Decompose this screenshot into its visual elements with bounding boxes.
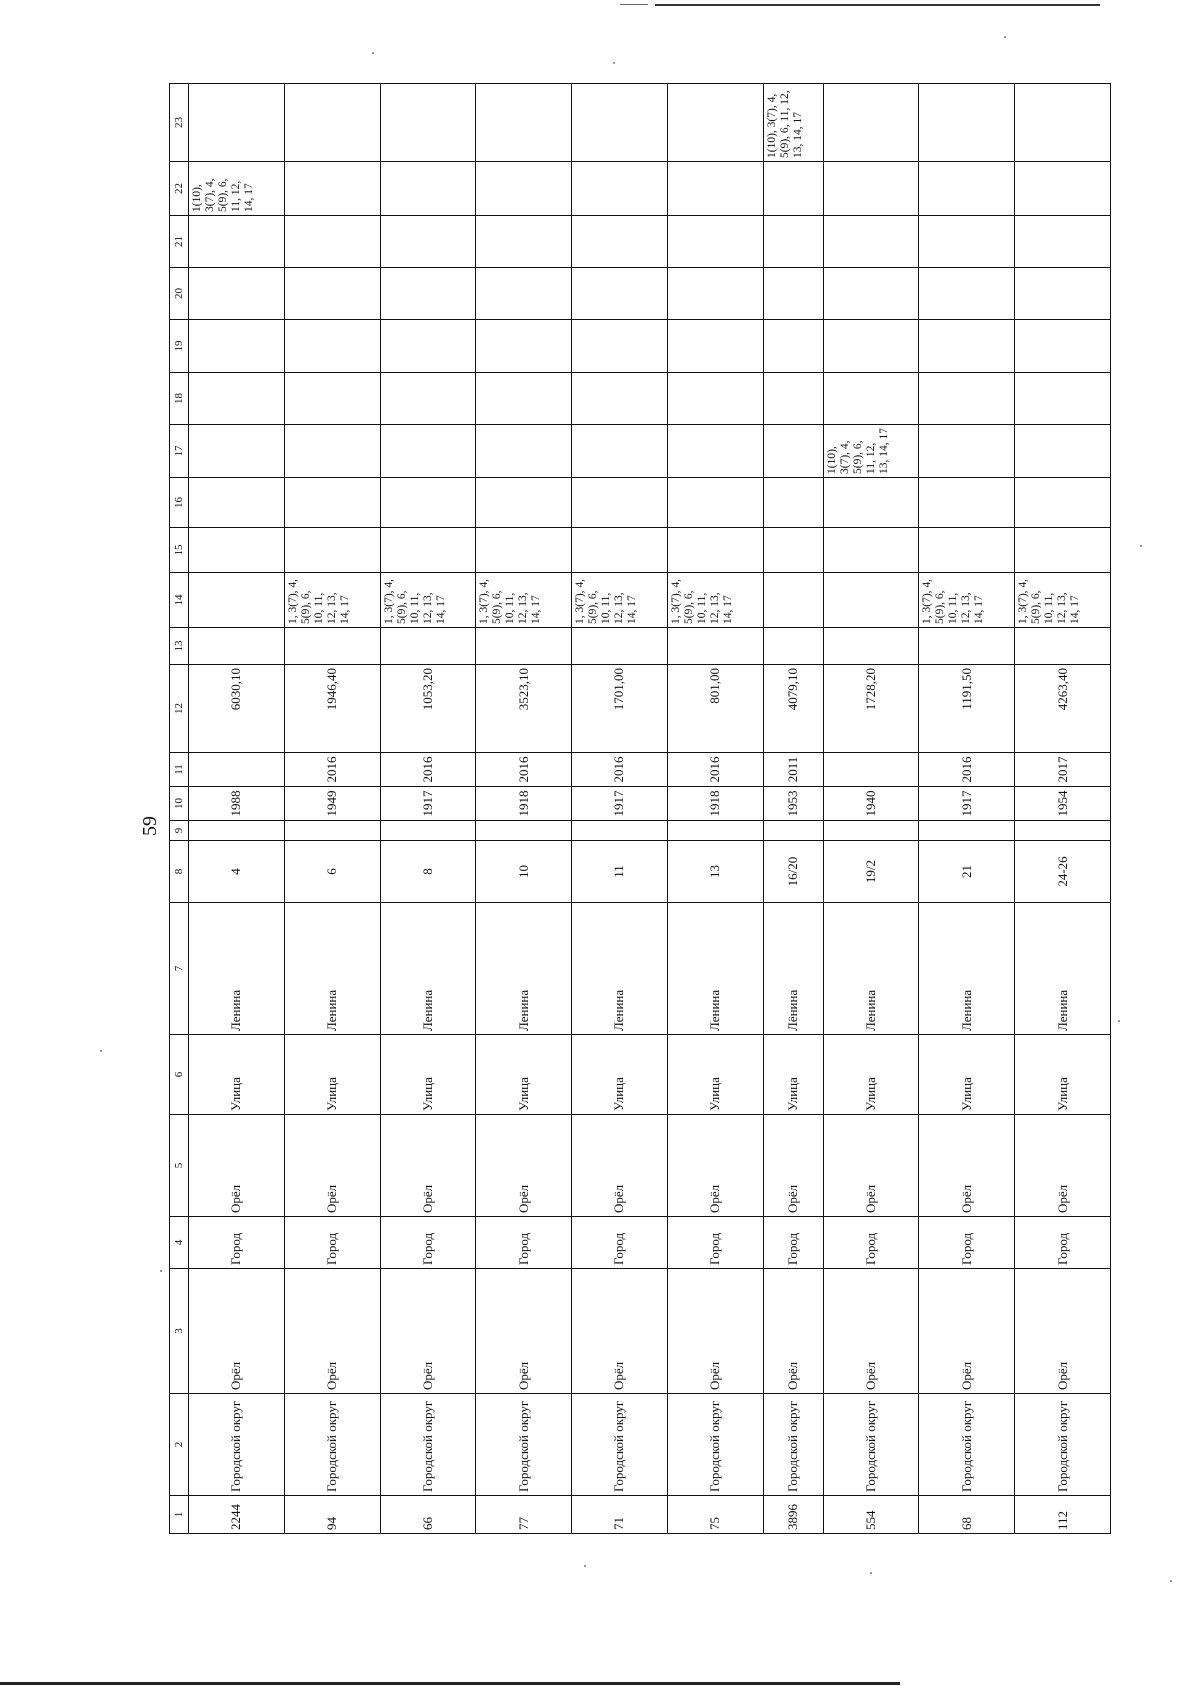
table-cell-col-23	[1015, 84, 1111, 162]
table-cell-col-6: Улица	[763, 1035, 823, 1115]
scan-speck	[1140, 545, 1142, 547]
table-cell-col-12: 3523,10	[476, 665, 572, 753]
table-cell-col-18	[284, 373, 380, 425]
column-number-12: 12	[170, 665, 189, 753]
table-cell-col-20	[476, 268, 572, 320]
table-cell-col-3: Орёл	[572, 1269, 668, 1394]
table-cell-col-11: 2017	[1015, 753, 1111, 787]
table-cell-col-16	[380, 478, 476, 528]
table-cell-col-10: 1918	[667, 787, 763, 821]
table-cell-col-1: 94	[284, 1496, 380, 1534]
column-number-7: 7	[170, 903, 189, 1035]
column-number-14: 14	[170, 573, 189, 628]
table-cell-col-23	[572, 84, 668, 162]
table-row	[476, 84, 572, 1534]
table-cell-col-12: 4079,10	[763, 665, 823, 753]
table-cell-col-5: Орёл	[667, 1115, 763, 1217]
table-cell-col-20	[380, 268, 476, 320]
table-cell-col-3: Орёл	[380, 1269, 476, 1394]
table-cell-col-15	[380, 528, 476, 573]
table-cell-col-8: 8	[380, 841, 476, 903]
table-cell-col-8: 10	[476, 841, 572, 903]
table-cell-col-9	[667, 821, 763, 841]
table-cell-col-16	[284, 478, 380, 528]
scan-speck	[870, 1572, 872, 1574]
table-cell-col-11: 2016	[476, 753, 572, 787]
table-cell-col-19	[667, 320, 763, 373]
table-cell-col-10: 1918	[476, 787, 572, 821]
table-cell-col-12: 4263,40	[1015, 665, 1111, 753]
table-cell-col-4: Город	[1015, 1217, 1111, 1269]
table-cell-col-4: Город	[667, 1217, 763, 1269]
table-cell-col-14	[189, 573, 285, 628]
table-cell-col-3: Орёл	[919, 1269, 1015, 1394]
table-cell-col-1: 2244	[189, 1496, 285, 1534]
table-cell-col-16	[763, 478, 823, 528]
table-cell-col-3: Орёл	[1015, 1269, 1111, 1394]
table-cell-col-16	[572, 478, 668, 528]
table-cell-col-7: Ленина	[919, 903, 1015, 1035]
table-cell-col-6: Улица	[823, 1035, 919, 1115]
table-row	[189, 84, 285, 1534]
table-cell-col-2: Городской округ	[763, 1394, 823, 1496]
table-cell-col-22	[380, 162, 476, 216]
table-cell-col-15	[763, 528, 823, 573]
table-cell-col-23	[667, 84, 763, 162]
table-cell-col-22	[1015, 162, 1111, 216]
table-cell-col-5: Орёл	[919, 1115, 1015, 1217]
table-cell-col-14	[823, 573, 919, 628]
table-cell-col-16	[189, 478, 285, 528]
table-cell-col-16	[667, 478, 763, 528]
scan-speck	[1118, 1020, 1120, 1022]
table-cell-col-19	[284, 320, 380, 373]
table-cell-col-4: Город	[572, 1217, 668, 1269]
registry-table	[169, 83, 1111, 1534]
table-cell-col-15	[919, 528, 1015, 573]
column-number-5: 5	[170, 1115, 189, 1217]
table-row	[1015, 84, 1111, 1534]
table-cell-col-1: 71	[572, 1496, 668, 1534]
table-cell-col-3: Орёл	[823, 1269, 919, 1394]
table-cell-col-4: Город	[284, 1217, 380, 1269]
table-cell-col-14: 1, 3(7), 4, 5(9), 6, 10, 11, 12, 13, 14, 17	[919, 573, 1015, 628]
table-row	[284, 84, 380, 1534]
table-cell-col-21	[763, 216, 823, 268]
column-number-15: 15	[170, 528, 189, 573]
table-cell-col-14	[763, 573, 823, 628]
table-cell-col-17	[380, 425, 476, 478]
table-cell-col-20	[189, 268, 285, 320]
table-cell-col-21	[919, 216, 1015, 268]
table-cell-col-18	[919, 373, 1015, 425]
table-cell-col-11: 2016	[380, 753, 476, 787]
table-cell-col-23	[476, 84, 572, 162]
table-cell-col-10: 1954	[1015, 787, 1111, 821]
table-cell-col-10: 1988	[189, 787, 285, 821]
table-cell-col-7: Ленина	[823, 903, 919, 1035]
table-cell-col-23	[380, 84, 476, 162]
table-cell-col-13	[572, 628, 668, 665]
table-cell-col-7: Ленина	[189, 903, 285, 1035]
table-cell-col-9	[380, 821, 476, 841]
column-number-4: 4	[170, 1217, 189, 1269]
table-cell-col-15	[476, 528, 572, 573]
table-row	[823, 84, 919, 1534]
column-number-16: 16	[170, 478, 189, 528]
table-cell-col-5: Орёл	[380, 1115, 476, 1217]
table-cell-col-22	[919, 162, 1015, 216]
table-cell-col-20	[572, 268, 668, 320]
table-cell-col-8: 19/2	[823, 841, 919, 903]
table-cell-col-13	[189, 628, 285, 665]
table-cell-col-21	[572, 216, 668, 268]
table-row	[919, 84, 1015, 1534]
table-cell-col-11: 2016	[572, 753, 668, 787]
table-cell-col-19	[380, 320, 476, 373]
table-cell-col-18	[189, 373, 285, 425]
table-cell-col-7: Лёнина	[763, 903, 823, 1035]
table-cell-col-8: 13	[667, 841, 763, 903]
table-cell-col-1: 66	[380, 1496, 476, 1534]
table-cell-col-17	[189, 425, 285, 478]
table-cell-col-6: Улица	[919, 1035, 1015, 1115]
table-cell-col-20	[1015, 268, 1111, 320]
table-cell-col-4: Город	[823, 1217, 919, 1269]
table-cell-col-16	[919, 478, 1015, 528]
table-cell-col-11: 2016	[284, 753, 380, 787]
table-cell-col-2: Городской округ	[572, 1394, 668, 1496]
table-cell-col-23	[919, 84, 1015, 162]
scan-speck	[584, 1565, 586, 1567]
table-cell-col-15	[823, 528, 919, 573]
table-cell-col-19	[823, 320, 919, 373]
table-cell-col-20	[284, 268, 380, 320]
table-cell-col-8: 6	[284, 841, 380, 903]
table-cell-col-13	[380, 628, 476, 665]
table-cell-col-1: 3896	[763, 1496, 823, 1534]
table-cell-col-22: 1(10), 3(7), 4, 5(9), 6, 11, 12, 14, 17	[189, 162, 285, 216]
table-cell-col-15	[189, 528, 285, 573]
table-cell-col-2: Городской округ	[667, 1394, 763, 1496]
table-cell-col-4: Город	[476, 1217, 572, 1269]
table-cell-col-21	[823, 216, 919, 268]
table-cell-col-15	[667, 528, 763, 573]
table-cell-col-18	[476, 373, 572, 425]
table-cell-col-23	[823, 84, 919, 162]
table-cell-col-8: 21	[919, 841, 1015, 903]
table-cell-col-11: 2016	[919, 753, 1015, 787]
table-cell-col-22	[823, 162, 919, 216]
table-cell-col-10: 1940	[823, 787, 919, 821]
table-cell-col-9	[919, 821, 1015, 841]
table-cell-col-3: Орёл	[763, 1269, 823, 1394]
table-cell-col-20	[763, 268, 823, 320]
column-number-23: 23	[170, 84, 189, 162]
table-cell-col-4: Город	[380, 1217, 476, 1269]
column-number-20: 20	[170, 268, 189, 320]
column-number-1: 1	[170, 1496, 189, 1534]
table-cell-col-22	[572, 162, 668, 216]
table-cell-col-8: 4	[189, 841, 285, 903]
column-number-19: 19	[170, 320, 189, 373]
table-cell-col-22	[284, 162, 380, 216]
table-cell-col-16	[823, 478, 919, 528]
table-row	[572, 84, 668, 1534]
table-cell-col-20	[667, 268, 763, 320]
table-cell-col-6: Улица	[476, 1035, 572, 1115]
table-cell-col-21	[476, 216, 572, 268]
table-cell-col-9	[189, 821, 285, 841]
table-cell-col-6: Улица	[380, 1035, 476, 1115]
table-cell-col-20	[919, 268, 1015, 320]
table-cell-col-7: Ленина	[284, 903, 380, 1035]
table-cell-col-13	[1015, 628, 1111, 665]
table-cell-col-9	[823, 821, 919, 841]
table-cell-col-15	[1015, 528, 1111, 573]
table-cell-col-3: Орёл	[284, 1269, 380, 1394]
table-cell-col-17	[667, 425, 763, 478]
table-cell-col-10: 1917	[380, 787, 476, 821]
column-number-11: 11	[170, 753, 189, 787]
table-cell-col-13	[667, 628, 763, 665]
table-cell-col-5: Орёл	[823, 1115, 919, 1217]
table-cell-col-6: Улица	[1015, 1035, 1111, 1115]
table-cell-col-14: 1, 3(7), 4, 5(9), 6, 10, 11, 12, 13, 14, 17	[284, 573, 380, 628]
table-cell-col-17	[572, 425, 668, 478]
table-cell-col-3: Орёл	[476, 1269, 572, 1394]
table-cell-col-7: Ленина	[667, 903, 763, 1035]
table-cell-col-12: 1728,20	[823, 665, 919, 753]
table-cell-col-21	[380, 216, 476, 268]
table-row	[763, 84, 823, 1534]
table-cell-col-5: Орёл	[1015, 1115, 1111, 1217]
table-cell-col-22	[476, 162, 572, 216]
table-cell-col-12: 1701,00	[572, 665, 668, 753]
table-cell-col-19	[476, 320, 572, 373]
table-cell-col-13	[763, 628, 823, 665]
table-cell-col-19	[1015, 320, 1111, 373]
table-cell-col-7: Ленина	[380, 903, 476, 1035]
table-cell-col-18	[763, 373, 823, 425]
table-cell-col-7: Ленина	[572, 903, 668, 1035]
table-cell-col-17	[284, 425, 380, 478]
table-cell-col-16	[476, 478, 572, 528]
table-cell-col-10: 1949	[284, 787, 380, 821]
table-cell-col-5: Орёл	[284, 1115, 380, 1217]
column-number-8: 8	[170, 841, 189, 903]
table-cell-col-18	[823, 373, 919, 425]
scan-speck	[613, 62, 615, 64]
table-cell-col-13	[476, 628, 572, 665]
table-cell-col-12: 1946,40	[284, 665, 380, 753]
table-cell-col-1: 77	[476, 1496, 572, 1534]
table-cell-col-7: Ленина	[1015, 903, 1111, 1035]
scan-speck	[372, 52, 374, 54]
table-cell-col-10: 1917	[572, 787, 668, 821]
table-cell-col-2: Городской округ	[1015, 1394, 1111, 1496]
table-cell-col-11	[823, 753, 919, 787]
table-cell-col-13	[919, 628, 1015, 665]
scan-speck	[1170, 1580, 1172, 1582]
table-cell-col-10: 1917	[919, 787, 1015, 821]
table-cell-col-23	[189, 84, 285, 162]
table-cell-col-11: 2016	[667, 753, 763, 787]
column-number-3: 3	[170, 1269, 189, 1394]
table-cell-col-2: Городской округ	[189, 1394, 285, 1496]
table-cell-col-14: 1, 3(7), 4, 5(9), 6, 10, 11, 12, 13, 14, 17	[572, 573, 668, 628]
page-number: 59	[139, 816, 161, 836]
table-cell-col-1: 112	[1015, 1496, 1111, 1534]
table-cell-col-8: 16/20	[763, 841, 823, 903]
table-cell-col-2: Городской округ	[284, 1394, 380, 1496]
table-cell-col-1: 75	[667, 1496, 763, 1534]
table-cell-col-9	[572, 821, 668, 841]
table-cell-col-21	[667, 216, 763, 268]
scan-artifact-top-line	[655, 4, 1100, 6]
column-number-21: 21	[170, 216, 189, 268]
table-cell-col-2: Городской округ	[919, 1394, 1015, 1496]
table-cell-col-13	[284, 628, 380, 665]
table-cell-col-18	[380, 373, 476, 425]
column-number-6: 6	[170, 1035, 189, 1115]
column-number-22: 22	[170, 162, 189, 216]
table-cell-col-4: Город	[189, 1217, 285, 1269]
scan-speck	[100, 1050, 102, 1052]
table-cell-col-17	[476, 425, 572, 478]
table-row	[667, 84, 763, 1534]
table-cell-col-12: 1191,50	[919, 665, 1015, 753]
table-cell-col-18	[667, 373, 763, 425]
table-cell-col-5: Орёл	[189, 1115, 285, 1217]
table-cell-col-19	[919, 320, 1015, 373]
table-cell-col-17	[763, 425, 823, 478]
table-cell-col-19	[572, 320, 668, 373]
table-cell-col-11: 2011	[763, 753, 823, 787]
scan-artifact-bottom-line	[0, 1682, 900, 1685]
table-cell-col-4: Город	[763, 1217, 823, 1269]
registry-table-rotated	[169, 90, 1111, 1534]
column-number-10: 10	[170, 787, 189, 821]
table-cell-col-23	[284, 84, 380, 162]
table-cell-col-15	[572, 528, 668, 573]
table-cell-col-1: 68	[919, 1496, 1015, 1534]
table-cell-col-15	[284, 528, 380, 573]
table-cell-col-12: 1053,20	[380, 665, 476, 753]
scan-speck	[160, 1270, 162, 1272]
column-number-17: 17	[170, 425, 189, 478]
table-cell-col-2: Городской округ	[823, 1394, 919, 1496]
table-row	[380, 84, 476, 1534]
table-cell-col-17: 1(10), 3(7), 4, 5(9), 6, 11, 12, 13, 14, 17	[823, 425, 919, 478]
table-cell-col-22	[763, 162, 823, 216]
table-cell-col-23: 1(10), 3(7), 4, 5(9), 6, 11, 12, 13, 14, 17	[763, 84, 823, 162]
column-number-13: 13	[170, 628, 189, 665]
table-cell-col-9	[476, 821, 572, 841]
table-cell-col-14: 1, 3(7), 4, 5(9), 6, 10, 11, 12, 13, 14, 17	[1015, 573, 1111, 628]
table-cell-col-2: Городской округ	[380, 1394, 476, 1496]
table-cell-col-20	[823, 268, 919, 320]
table-cell-col-6: Улица	[572, 1035, 668, 1115]
table-cell-col-11	[189, 753, 285, 787]
table-cell-col-5: Орёл	[572, 1115, 668, 1217]
table-cell-col-8: 11	[572, 841, 668, 903]
table-cell-col-21	[189, 216, 285, 268]
table-cell-col-5: Орёл	[476, 1115, 572, 1217]
table-cell-col-19	[763, 320, 823, 373]
column-number-row	[170, 84, 189, 1534]
table-cell-col-6: Улица	[284, 1035, 380, 1115]
table-cell-col-22	[667, 162, 763, 216]
table-cell-col-21	[1015, 216, 1111, 268]
table-cell-col-14: 1, 3(7), 4, 5(9), 6, 10, 11, 12, 13, 14, 17	[476, 573, 572, 628]
table-cell-col-14: 1, 3(7), 4, 5(9), 6, 10, 11, 12, 13, 14, 17	[667, 573, 763, 628]
scan-speck	[1004, 36, 1006, 38]
table-cell-col-1: 554	[823, 1496, 919, 1534]
table-cell-col-3: Орёл	[189, 1269, 285, 1394]
column-number-2: 2	[170, 1394, 189, 1496]
table-cell-col-6: Улица	[667, 1035, 763, 1115]
table-cell-col-9	[284, 821, 380, 841]
table-cell-col-14: 1, 3(7), 4, 5(9), 6, 10, 11, 12, 13, 14, 17	[380, 573, 476, 628]
table-cell-col-17	[919, 425, 1015, 478]
table-cell-col-17	[1015, 425, 1111, 478]
table-cell-col-9	[1015, 821, 1111, 841]
scan-artifact-dash	[620, 4, 648, 5]
table-cell-col-12: 801,00	[667, 665, 763, 753]
table-cell-col-5: Орёл	[763, 1115, 823, 1217]
table-cell-col-8: 24-26	[1015, 841, 1111, 903]
table-cell-col-9	[763, 821, 823, 841]
column-number-9: 9	[170, 821, 189, 841]
table-cell-col-12: 6030,10	[189, 665, 285, 753]
table-cell-col-7: Ленина	[476, 903, 572, 1035]
table-cell-col-3: Орёл	[667, 1269, 763, 1394]
column-number-18: 18	[170, 373, 189, 425]
table-cell-col-18	[572, 373, 668, 425]
table-cell-col-21	[284, 216, 380, 268]
table-cell-col-19	[189, 320, 285, 373]
table-cell-col-13	[823, 628, 919, 665]
table-cell-col-10: 1953	[763, 787, 823, 821]
table-cell-col-6: Улица	[189, 1035, 285, 1115]
table-cell-col-18	[1015, 373, 1111, 425]
table-cell-col-4: Город	[919, 1217, 1015, 1269]
table-cell-col-2: Городской округ	[476, 1394, 572, 1496]
table-cell-col-16	[1015, 478, 1111, 528]
